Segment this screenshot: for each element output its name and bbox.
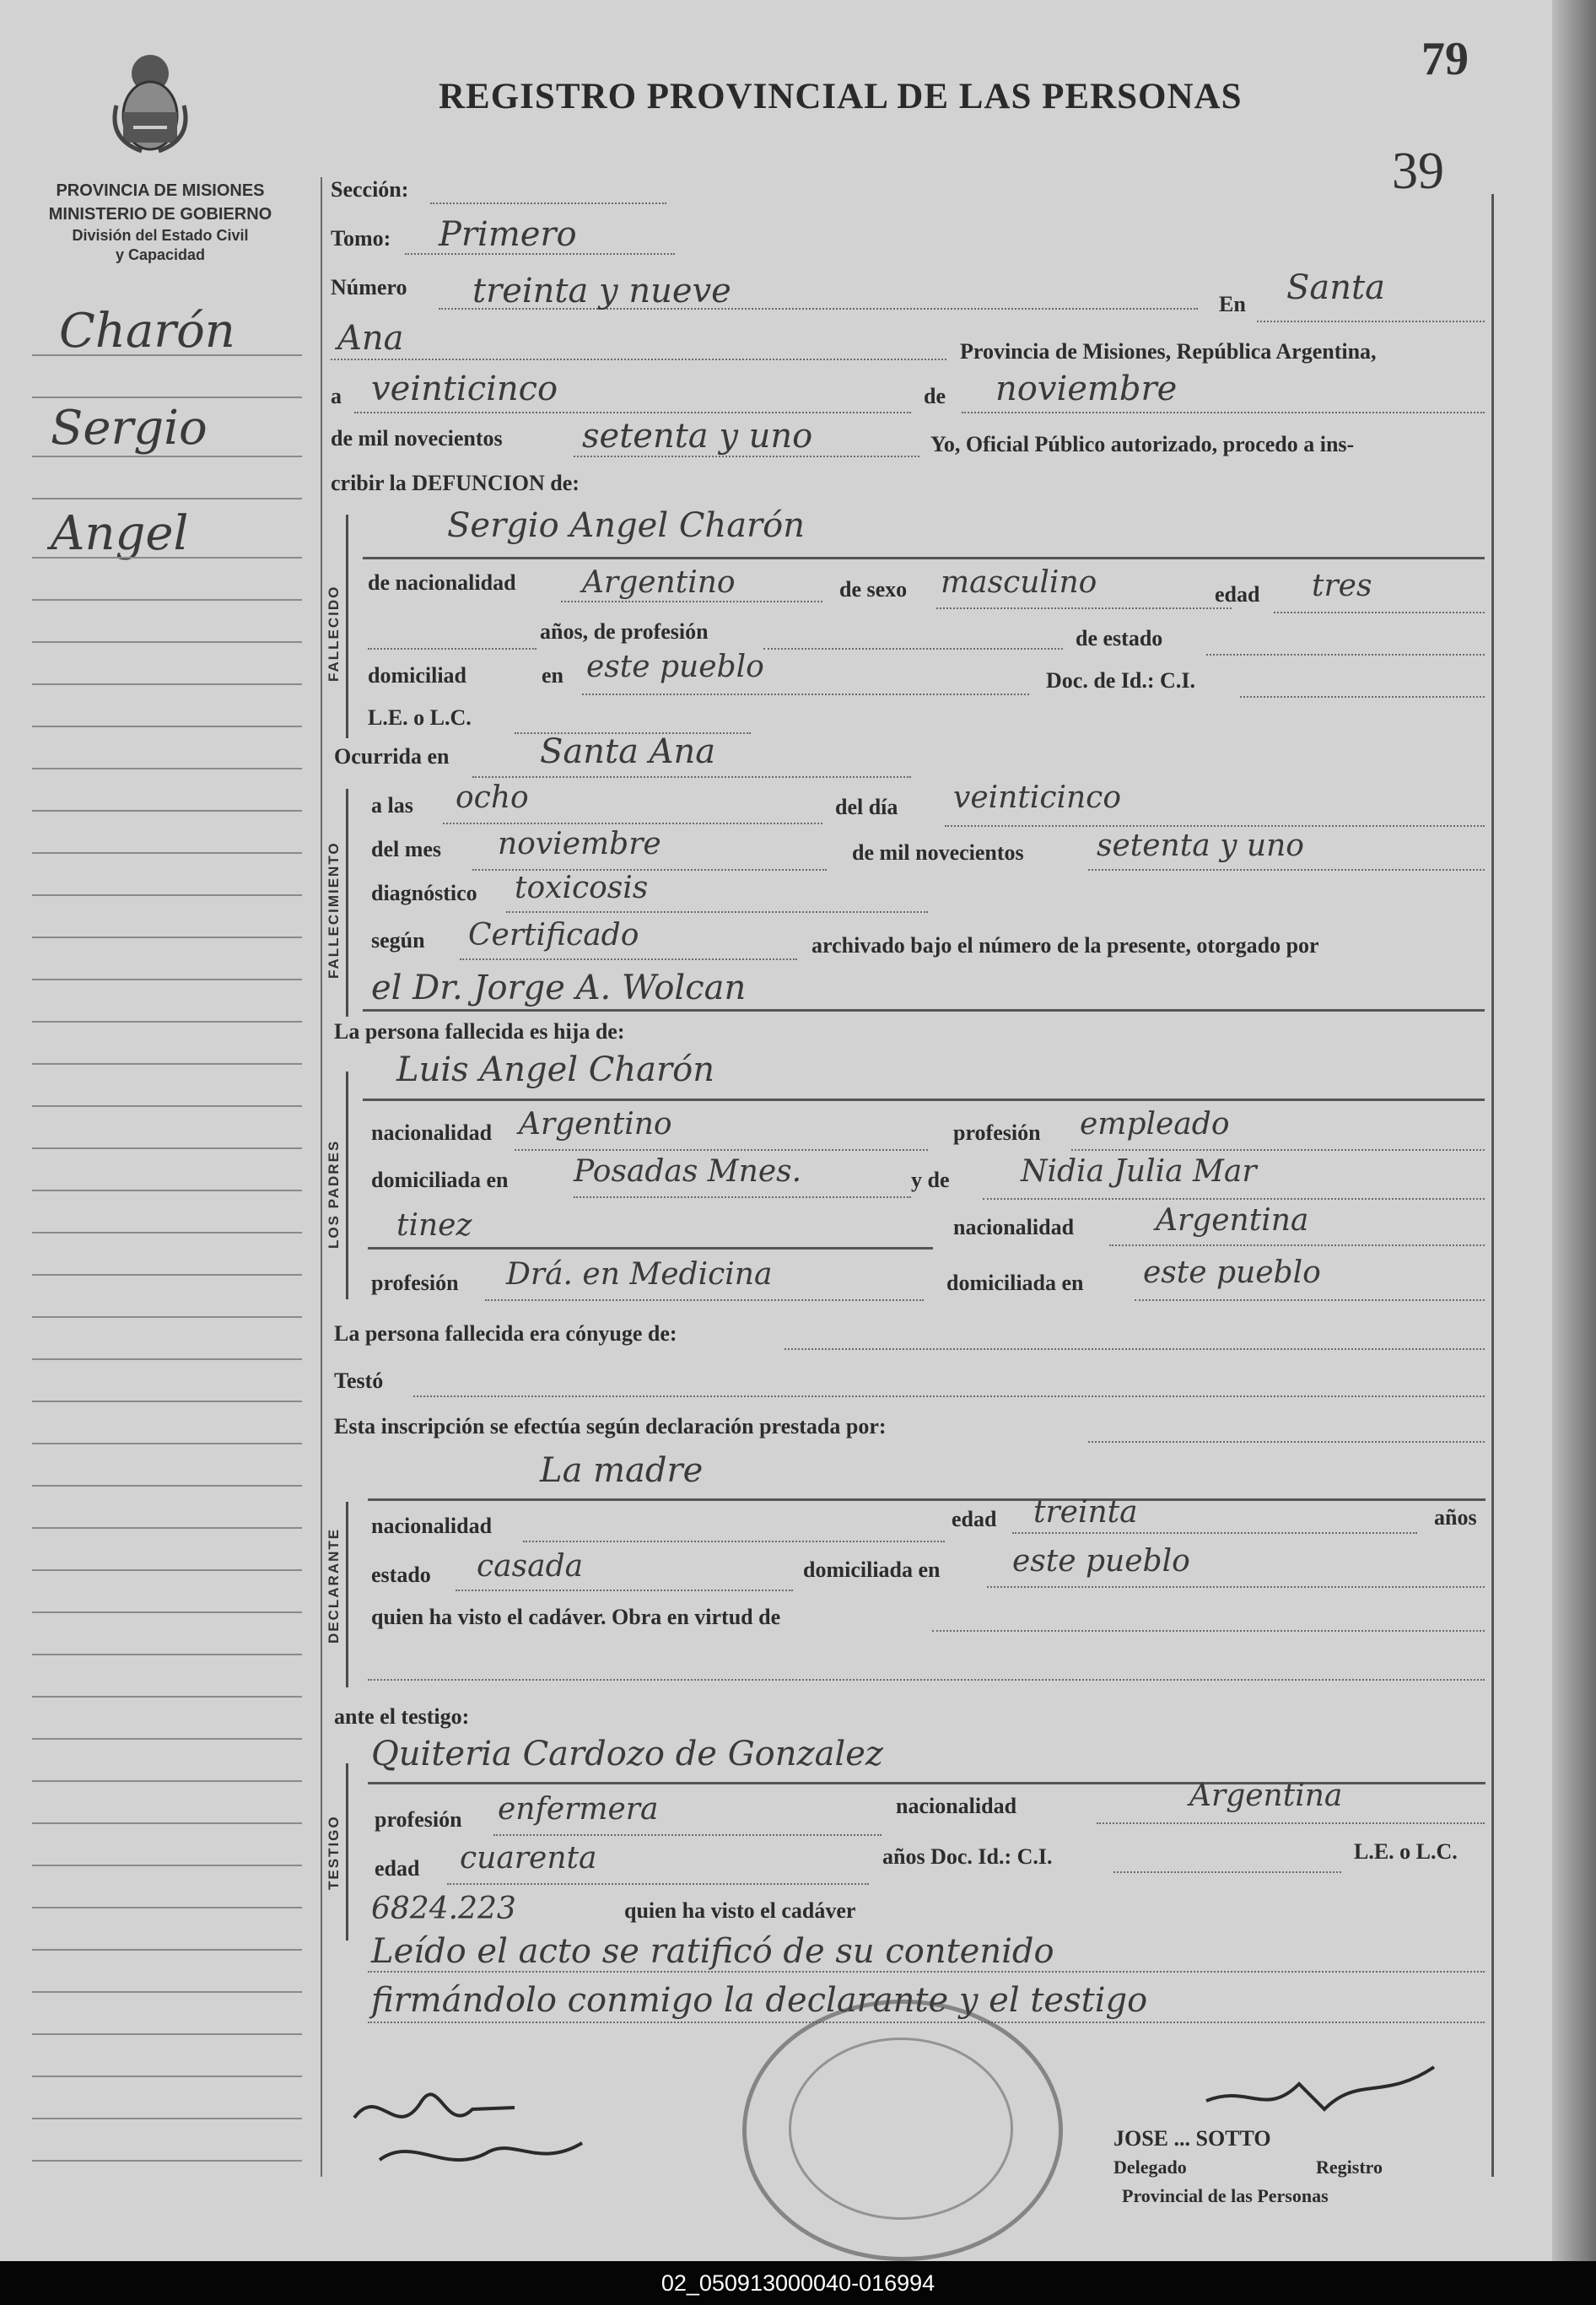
anios-profesion-label: años, de profesión — [540, 619, 709, 644]
fallecimiento-lugar: Santa Ana — [540, 732, 716, 771]
fallecido-edad: tres — [1312, 569, 1372, 603]
declarante-estado-label: estado — [371, 1563, 431, 1587]
lugar-value-1: Santa — [1286, 268, 1385, 307]
dia-value: veinticinco — [371, 370, 558, 408]
mes-value: noviembre — [995, 370, 1178, 408]
folio-number: 39 — [1392, 143, 1444, 200]
tomo-value: Primero — [439, 215, 577, 254]
a-label: a — [331, 384, 342, 408]
testigo-profesion-label: profesión — [375, 1807, 462, 1832]
fallecimiento-mes: noviembre — [498, 827, 661, 861]
fallecimiento-medico: el Dr. Jorge A. Wolcan — [371, 969, 747, 1007]
tomo-label: Tomo: — [331, 226, 391, 251]
padre-nacionalidad-label: nacionalidad — [371, 1120, 493, 1145]
fallecimiento-mil-label: de mil novecientos — [852, 840, 1024, 865]
declarante-estado: casada — [477, 1549, 584, 1584]
testigo-nacionalidad-label: nacionalidad — [896, 1794, 1017, 1818]
declarante-anios-label: años — [1434, 1505, 1477, 1530]
del-dia-label: del día — [835, 795, 898, 819]
anio-value: setenta y uno — [582, 417, 813, 456]
sexo-label: de sexo — [839, 577, 908, 602]
testigo-cadaver-text: quien ha visto el cadáver — [624, 1898, 856, 1923]
madre-domicilio-label: domiciliada en — [946, 1271, 1084, 1295]
testigo-nacionalidad: Argentina — [1189, 1779, 1343, 1813]
madre-nacionalidad: Argentina — [1156, 1203, 1309, 1238]
oficial-cargo: Delegado — [1113, 2157, 1187, 2178]
declarante-edad-label: edad — [952, 1507, 997, 1531]
a-las-label: a las — [371, 793, 413, 818]
page-title: REGISTRO PROVINCIAL DE LAS PERSONAS — [439, 77, 1243, 116]
ante-testigo-label: ante el testigo: — [334, 1704, 470, 1729]
cierre-linea-2: firmándolo conmigo la declarante y el testigo — [371, 1981, 1148, 2020]
doc-label: Doc. de Id.: C.I. — [1046, 668, 1195, 693]
image-caption: 02_050913000040-016994 — [0, 2261, 1596, 2305]
testigo-profesion: enfermera — [498, 1792, 659, 1827]
en-label: En — [1219, 292, 1246, 316]
ministry-label: MINISTERIO DE GOBIERNO — [48, 205, 272, 224]
oficial-nombre: JOSE ... SOTTO — [1113, 2126, 1271, 2151]
cierre-linea-1: Leído el acto se ratificó de su contenido — [371, 1932, 1054, 1971]
book-binding-edge — [1552, 0, 1596, 2261]
fallecido-section-label: FALLECIDO — [326, 585, 342, 682]
archivado-text: archivado bajo el número de la presente, otorgado por — [811, 933, 1319, 958]
y-de-label: y de — [911, 1168, 950, 1192]
edad-label: edad — [1215, 582, 1260, 607]
declarante-edad: treinta — [1033, 1495, 1138, 1530]
declarante-signature — [346, 2059, 616, 2202]
old-folio-number: 79 — [1421, 33, 1469, 85]
fallecimiento-anio: setenta y uno — [1097, 829, 1304, 863]
padre-domicilio-label: domiciliada en — [371, 1168, 509, 1192]
testigo-section-label: TESTIGO — [326, 1815, 342, 1890]
madre-domicilio: este pueblo — [1143, 1255, 1321, 1290]
margin-first-name: Sergio — [51, 401, 208, 456]
padres-section-label: LOS PADRES — [326, 1139, 342, 1249]
ocurrida-label: Ocurrida en — [334, 744, 450, 769]
segun-label: según — [371, 928, 425, 953]
testigo-anios-doc-label: años Doc. Id.: C.I. — [882, 1844, 1053, 1869]
mil-novecientos-label: de mil novecientos — [331, 426, 503, 451]
lugar-value-2: Ana — [337, 319, 404, 358]
oficial-provincial: Provincial de las Personas — [1122, 2185, 1329, 2206]
nacionalidad-label: de nacionalidad — [368, 570, 516, 595]
madre-profesion: Drá. en Medicina — [506, 1257, 773, 1292]
numero-value: treinta y nueve — [472, 272, 731, 310]
margin-surname: Charón — [59, 304, 235, 359]
fallecimiento-segun: Certificado — [468, 918, 639, 953]
testigo-le-lc-label: L.E. o L.C. — [1354, 1839, 1458, 1864]
declarante-nombre: La madre — [540, 1451, 704, 1490]
division-label: División del Estado Civil — [72, 227, 249, 244]
declarante-domicilio-label: domiciliada en — [803, 1557, 941, 1582]
testo-label: Testó — [334, 1368, 384, 1393]
official-stamp-inner-ring — [789, 2038, 1013, 2220]
domicilio-en-label: en — [542, 663, 563, 688]
testigo-edad: cuarenta — [460, 1841, 597, 1876]
testigo-nombre: Quiteria Cardozo de Gonzalez — [371, 1735, 883, 1773]
ministry-block — [17, 179, 304, 265]
madre-nombre-1: Nidia Julia Mar — [1021, 1154, 1257, 1189]
declarante-cadaver-text: quien ha visto el cadáver. Obra en virtud de — [371, 1605, 781, 1629]
fallecido-domicilio: este pueblo — [586, 650, 764, 684]
numero-label: Número — [331, 275, 407, 300]
division-label-2: y Capacidad — [115, 246, 206, 263]
fallecido-name: Sergio Angel Charón — [447, 506, 806, 545]
declarante-section-label: DECLARANTE — [326, 1527, 342, 1644]
madre-nacionalidad-label: nacionalidad — [953, 1215, 1075, 1239]
fallecido-sexo: masculino — [941, 565, 1097, 600]
oficial-text: Yo, Oficial Público autorizado, procedo a ins- — [930, 432, 1355, 456]
declarante-domicilio: este pueblo — [1012, 1544, 1190, 1579]
diagnostico-label: diagnóstico — [371, 881, 477, 905]
padre-profesion: empleado — [1080, 1107, 1230, 1142]
fallecido-nacionalidad: Argentino — [582, 565, 736, 600]
inscribir-text: cribir la DEFUNCION de: — [331, 471, 580, 495]
fallecimiento-section-label: FALLECIMIENTO — [326, 841, 342, 979]
fallecimiento-hora: ocho — [456, 780, 529, 815]
padre-nacionalidad: Argentino — [519, 1107, 672, 1142]
padre-domicilio: Posadas Mnes. — [574, 1154, 802, 1189]
madre-nombre-2: tinez — [396, 1208, 472, 1243]
oficial-registro: Registro — [1316, 2157, 1383, 2178]
conyuge-label: La persona fallecida era cónyuge de: — [334, 1321, 677, 1346]
de-label: de — [924, 384, 946, 408]
declaracion-text: Esta inscripción se efectúa según declaración prestada por: — [334, 1414, 887, 1439]
provincia-text: Provincia de Misiones, República Argentina, — [960, 339, 1377, 364]
testigo-edad-label: edad — [375, 1856, 420, 1881]
madre-profesion-label: profesión — [371, 1271, 459, 1295]
estado-label: de estado — [1076, 626, 1163, 650]
testigo-documento: 6824.223 — [371, 1892, 516, 1926]
coat-of-arms-icon — [108, 46, 192, 156]
fallecimiento-diagnostico: toxicosis — [515, 871, 649, 905]
province-label: PROVINCIA DE MISIONES — [56, 181, 265, 200]
del-mes-label: del mes — [371, 837, 442, 861]
margin-second-name: Angel — [51, 506, 189, 561]
fallecimiento-dia: veinticinco — [953, 780, 1122, 815]
padres-intro: La persona fallecida es hija de: — [334, 1019, 625, 1044]
le-lc-label: L.E. o L.C. — [368, 705, 472, 730]
padre-profesion-label: profesión — [953, 1120, 1041, 1145]
seccion-label: Sección: — [331, 177, 409, 202]
declarante-nacionalidad-label: nacionalidad — [371, 1514, 493, 1538]
padre-nombre: Luis Angel Charón — [396, 1050, 714, 1089]
domiciliado-label: domiciliad — [368, 663, 467, 688]
